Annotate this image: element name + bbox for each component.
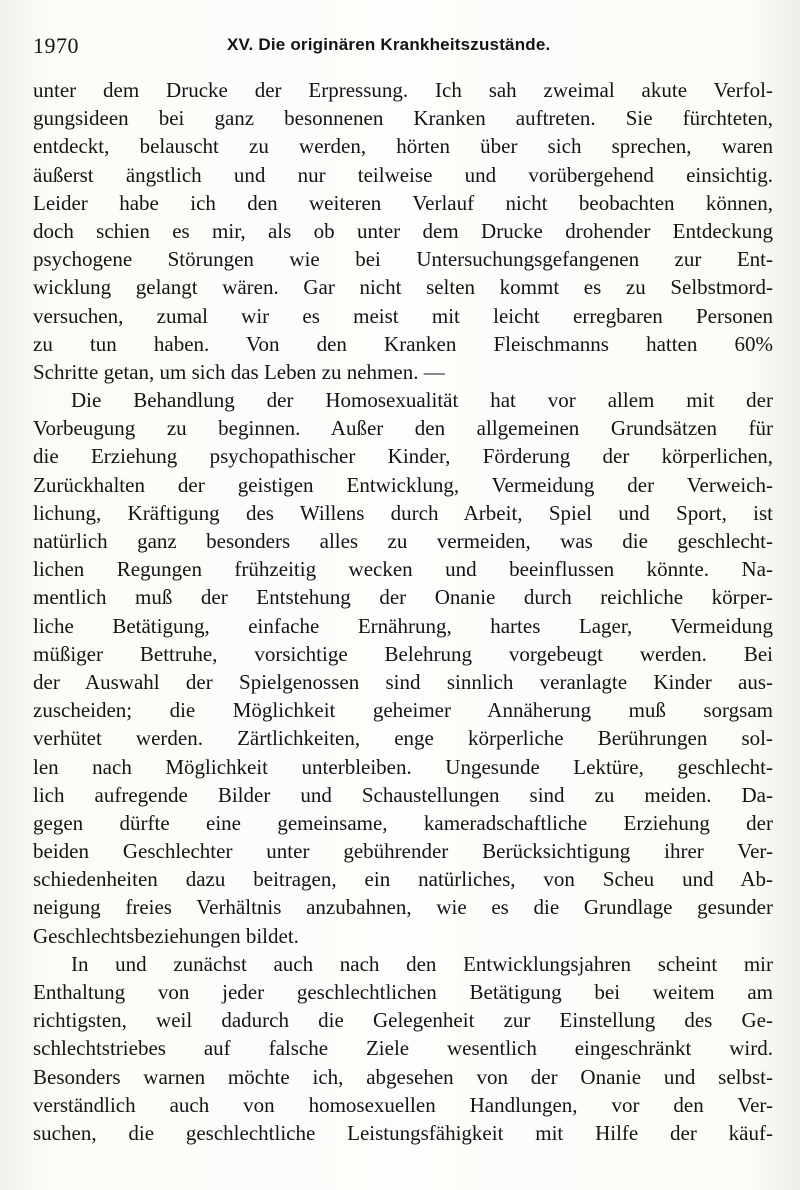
text-line: lich aufregende Bilder und Schaustellungen sind zu meiden. Da-: [33, 782, 773, 807]
text-line: müßiger Bettruhe, vorsichtige Belehrung vorgebeugt werden. Bei: [33, 641, 773, 666]
text-line: zuscheiden; die Möglichkeit geheimer Annäherung muß sorgsam: [33, 698, 773, 723]
text-line: liche Betätigung, einfache Ernährung, hartes Lager, Vermeidung: [33, 613, 773, 638]
text-line: Geschlechtsbeziehungen bildet.: [33, 923, 299, 948]
text-line: gegen dürfte eine gemeinsame, kameradschaftliche Erziehung der: [33, 810, 773, 835]
text-line: zu tun haben. Von den Kranken Fleischmanns hatten 60%: [33, 331, 773, 356]
text-line: äußerst ängstlich und nur teilweise und vorübergehend einsichtig.: [33, 162, 773, 187]
text-line: entdeckt, belauscht zu werden, hörten über sich sprechen, waren: [33, 134, 773, 159]
text-line: neigung freies Verhältnis anzubahnen, wie es die Grundlage gesunder: [33, 895, 773, 920]
text-line: die Erziehung psychopathischer Kinder, Förderung der körperlichen,: [33, 444, 773, 469]
text-line: verhütet werden. Zärtlichkeiten, enge körperliche Berührungen sol-: [33, 726, 773, 751]
text-line: Besonders warnen möchte ich, abgesehen von der Onanie und selbst-: [33, 1064, 773, 1089]
text-line: doch schien es mir, als ob unter dem Drucke drohender Entdeckung: [33, 218, 773, 243]
paragraph-first-line: Die Behandlung der Homosexualität hat vor allem mit der: [71, 388, 773, 413]
text-line: lichung, Kräftigung des Willens durch Arbeit, Spiel und Sport, ist: [33, 500, 773, 525]
text-line: psychogene Störungen wie bei Untersuchungsgefangenen zur Ent-: [33, 247, 773, 272]
text-line: richtigsten, weil dadurch die Gelegenheit zur Einstellung des Ge-: [33, 1008, 773, 1033]
text-line: wicklung gelangt wären. Gar nicht selten kommt es zu Selbstmord-: [33, 275, 773, 300]
text-line: versuchen, zumal wir es meist mit leicht erregbaren Personen: [33, 303, 773, 328]
text-line: gungsideen bei ganz besonnenen Kranken auftreten. Sie fürchteten,: [33, 106, 773, 131]
text-line: mentlich muß der Entstehung der Onanie durch reichliche körper-: [33, 585, 773, 610]
text-line: Zurückhalten der geistigen Entwicklung, Vermeidung der Verweich-: [33, 472, 773, 497]
text-line: Vorbeugung zu beginnen. Außer den allgemeinen Grundsätzen für: [33, 416, 773, 441]
page-header: [33, 33, 773, 61]
text-line: der Auswahl der Spielgenossen sind sinnlich veranlagte Kinder aus-: [33, 669, 773, 694]
body-text: [33, 76, 773, 1147]
text-line: Leider habe ich den weiteren Verlauf nicht beobachten können,: [33, 190, 773, 215]
text-line: unter dem Drucke der Erpressung. Ich sah zweimal akute Verfol-: [33, 78, 773, 102]
text-line: beiden Geschlechter unter gebührender Berücksichtigung ihrer Ver-: [33, 839, 773, 864]
text-line: natürlich ganz besonders alles zu vermeiden, was die geschlecht-: [33, 529, 773, 553]
paragraph-first-line: In und zunächst auch nach den Entwicklungsjahren scheint mir: [71, 951, 773, 976]
page-number: 1970: [33, 33, 79, 58]
text-line: schiedenheiten dazu beitragen, ein natürliches, von Scheu und Ab-: [33, 867, 773, 892]
text-line: Enthaltung von jeder geschlechtlichen Betätigung bei weitem am: [33, 980, 773, 1004]
text-line: schlechtstriebes auf falsche Ziele wesentlich eingeschränkt wird.: [33, 1036, 773, 1061]
running-head: XV. Die originären Krankheitszustände.: [227, 35, 551, 54]
text-line: Schritte getan, um sich das Leben zu nehmen. —: [33, 359, 445, 384]
text-line: lichen Regungen frühzeitig wecken und beeinflussen könnte. Na-: [33, 557, 773, 582]
text-line: len nach Möglichkeit unterbleiben. Ungesunde Lektüre, geschlecht-: [33, 754, 773, 779]
text-line: suchen, die geschlechtliche Leistungsfähigkeit mit Hilfe der käuf-: [33, 1120, 773, 1145]
text-line: verständlich auch von homosexuellen Handlungen, vor den Ver-: [33, 1092, 773, 1117]
